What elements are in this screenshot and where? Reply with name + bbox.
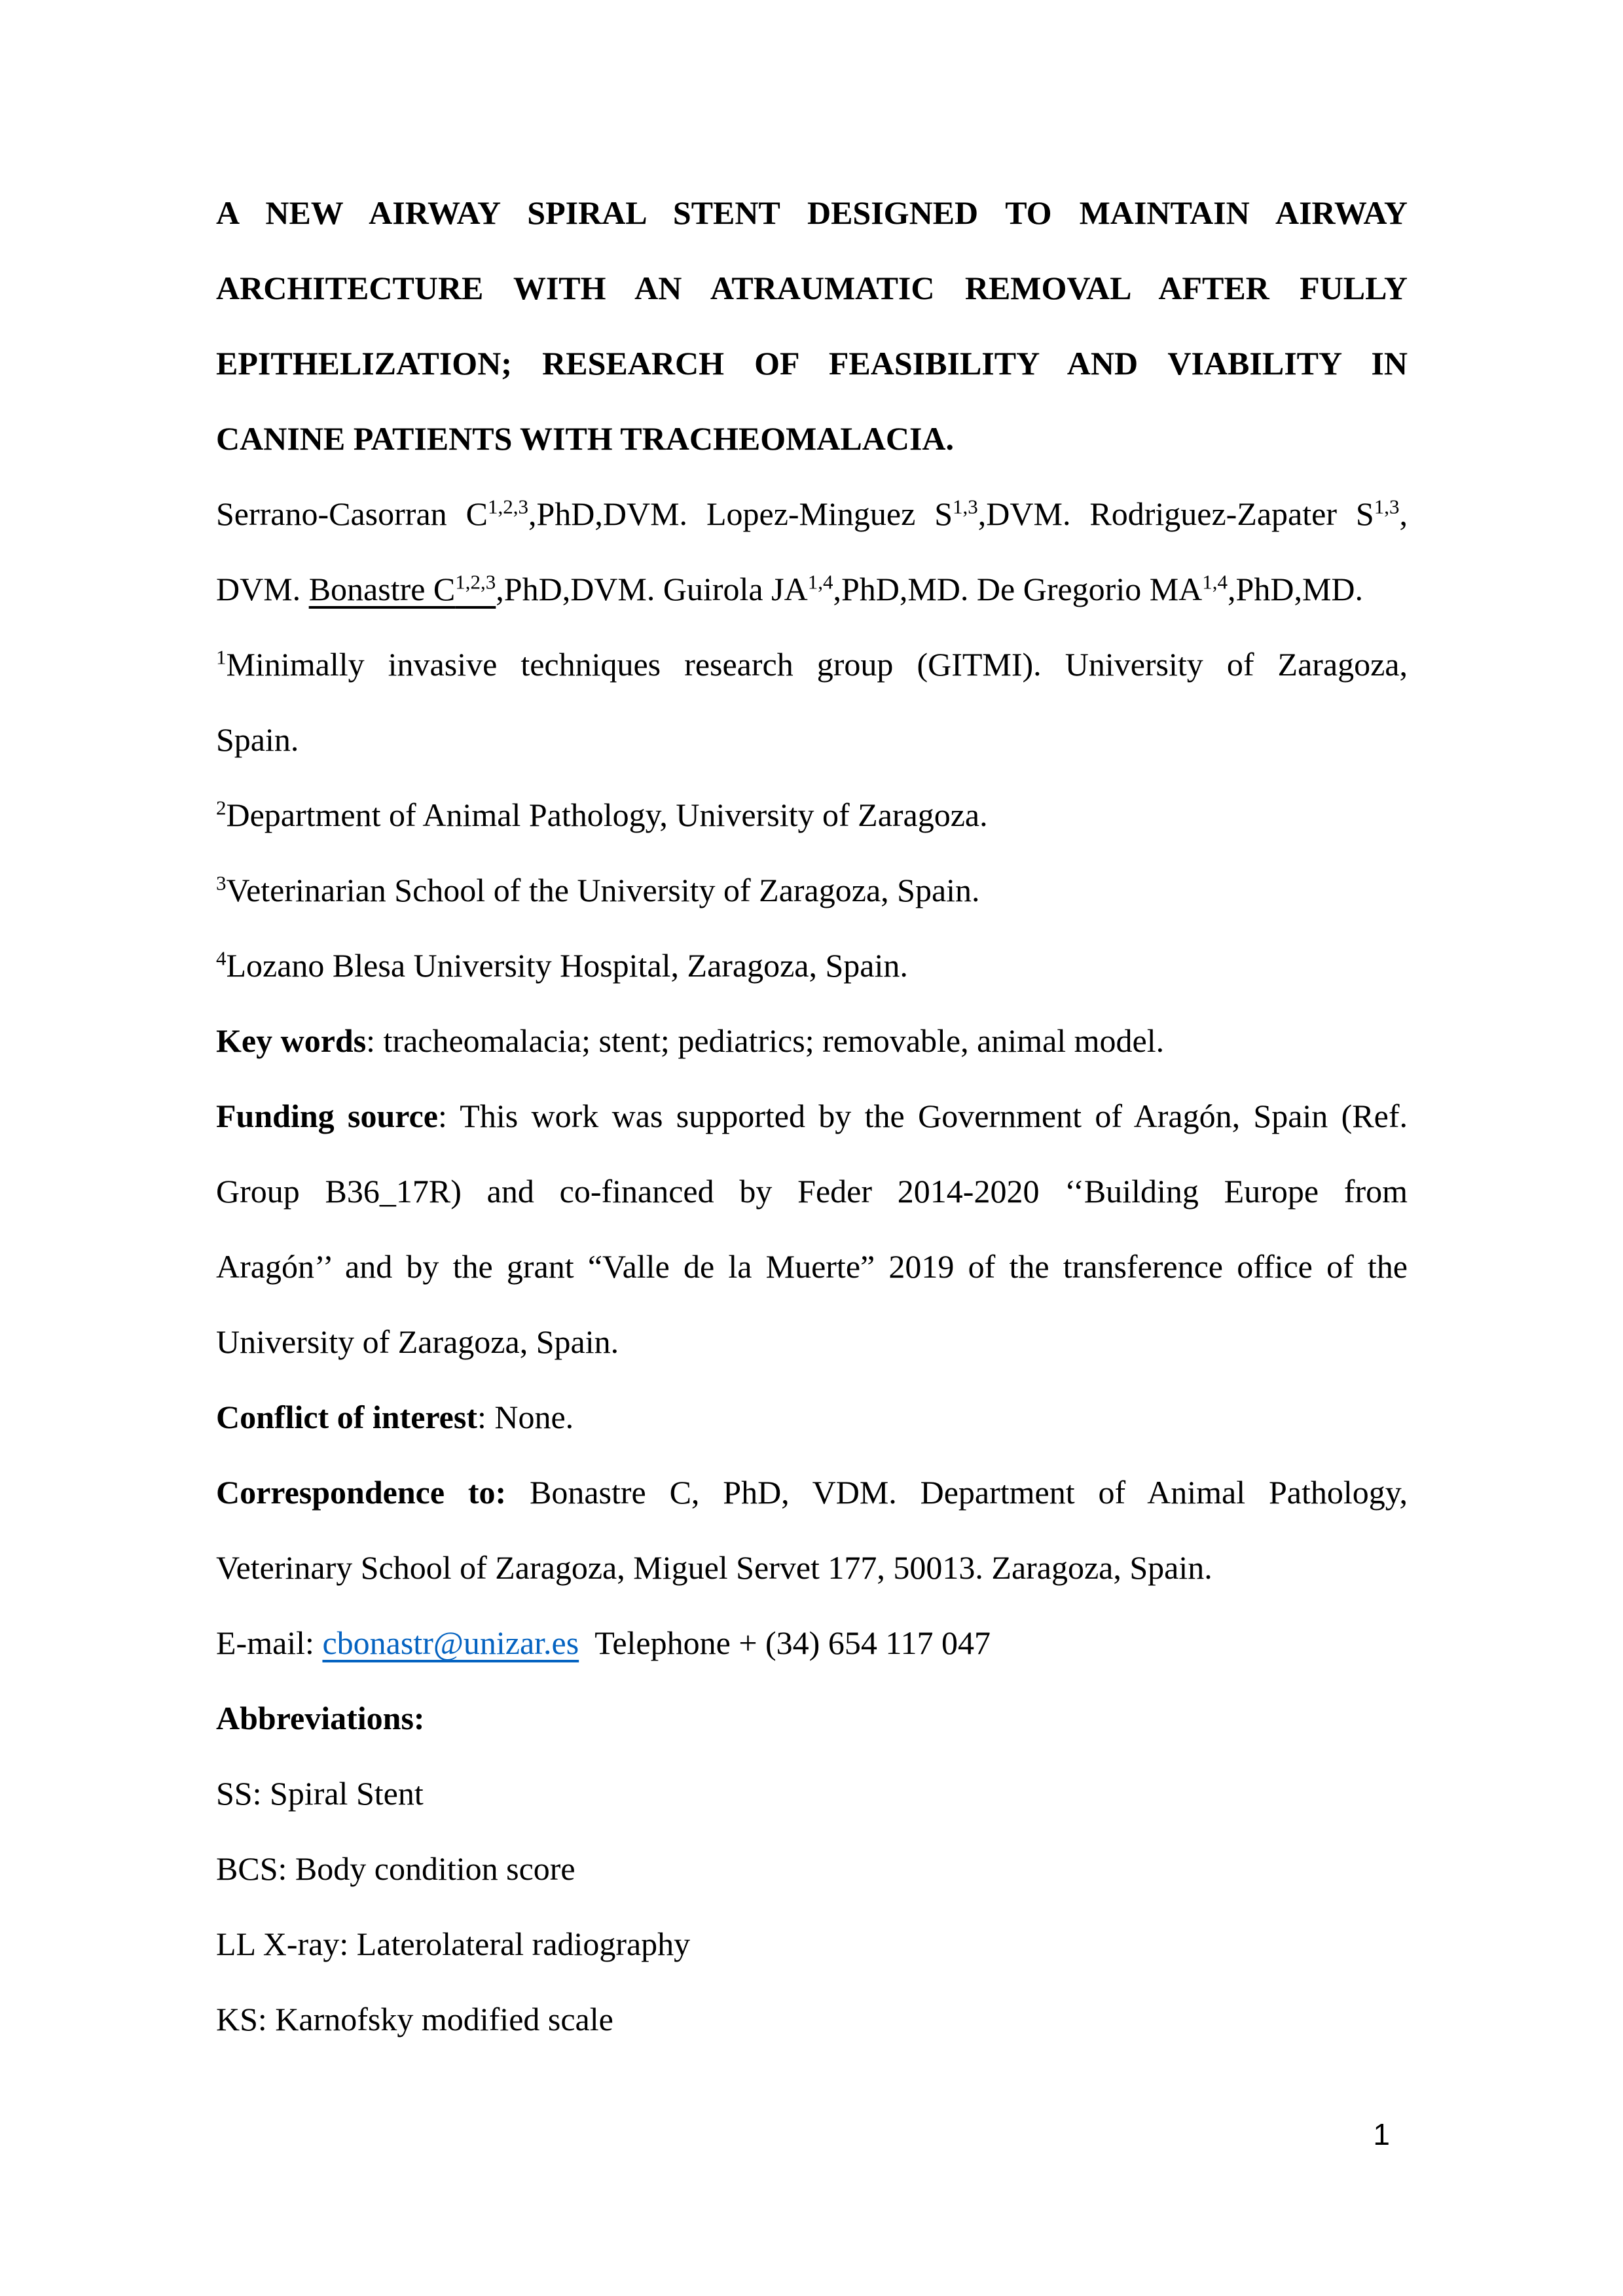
authors-line-1 — [216, 476, 1408, 552]
superscript-marker: 4 — [216, 946, 227, 970]
abbreviation-ks — [216, 1982, 1408, 2057]
funding-line-3 — [216, 1229, 1408, 1304]
text-run: ,PhD,MD. De Gregorio MA — [833, 571, 1203, 607]
correspondence-line-1 — [216, 1455, 1408, 1530]
funding-line-1 — [216, 1079, 1408, 1154]
title-line-3 — [216, 326, 1408, 401]
bold-label: Abbreviations: — [216, 1700, 425, 1736]
keywords-line — [216, 1003, 1408, 1079]
correspondence-line-2 — [216, 1530, 1408, 1605]
superscript-marker: 2 — [216, 796, 227, 819]
text-run: Spain. — [216, 721, 299, 758]
text-run: Aragón’’ and by the grant “Valle de la Muerte” 2019 of the transference office of the — [216, 1248, 1408, 1285]
bold-label: Conflict of interest — [216, 1399, 477, 1435]
text-run: Department of Animal Pathology, University of Zaragoza. — [226, 797, 988, 833]
authors-line-2 — [216, 552, 1408, 627]
text-run: Veterinarian School of the University of Zaragoza, Spain. — [226, 872, 980, 908]
superscript-marker: 1,2,3 — [487, 495, 528, 518]
text-run: KS: Karnofsky modified scale — [216, 2001, 613, 2037]
text-run: , — [1399, 495, 1408, 532]
conflict-line — [216, 1380, 1408, 1455]
superscript-marker: 1,4 — [1202, 570, 1228, 594]
bold-label: Correspondence to: — [216, 1474, 507, 1511]
text-run: Minimally invasive techniques research group (GITMI). University of Zaragoza, — [226, 646, 1408, 683]
affiliation-2 — [216, 778, 1408, 853]
superscript-marker: 1 — [216, 645, 227, 669]
funding-line-2 — [216, 1154, 1408, 1229]
text-run: DVM. — [216, 571, 309, 607]
affiliation-4 — [216, 928, 1408, 1003]
bold-label: EPITHELIZATION; RESEARCH OF FEASIBILITY AND VIABILITY IN — [216, 345, 1408, 382]
text-run: Veterinary School of Zaragoza, Miguel Servet 177, 50013. Zaragoza, Spain. — [216, 1549, 1213, 1586]
text-run: ,PhD,DVM. Guirola JA — [496, 571, 808, 607]
bold-label: Key words — [216, 1022, 367, 1059]
text-run: E-mail: — [216, 1624, 323, 1661]
text-run: ,DVM. Rodriguez-Zapater S — [977, 495, 1374, 532]
text-run: ,PhD,MD. — [1228, 571, 1364, 607]
text-run: LL X-ray: Laterolateral radiography — [216, 1926, 691, 1962]
text-run: Group B36_17R) and co-financed by Feder 2014-2020 ‘‘Building Europe from — [216, 1173, 1408, 1210]
text-run: SS: Spiral Stent — [216, 1775, 424, 1812]
affiliation-1-line-1 — [216, 627, 1408, 702]
abbreviation-bcs — [216, 1831, 1408, 1907]
superscript-marker: 1,3 — [953, 495, 978, 518]
title-line-2 — [216, 251, 1408, 326]
text-run: Bonastre C, PhD, VDM. Department of Animal Pathology, — [506, 1474, 1408, 1511]
document-body — [216, 175, 1408, 2057]
abbreviation-ss — [216, 1756, 1408, 1831]
text-run: University of Zaragoza, Spain. — [216, 1323, 619, 1360]
title-line-4 — [216, 401, 1408, 476]
page-number: 1 — [1373, 2117, 1390, 2151]
text-run: BCS: Body condition score — [216, 1850, 575, 1887]
abbreviation-ll-xray — [216, 1907, 1408, 1982]
text-run: : tracheomalacia; stent; pediatrics; removable, animal model. — [366, 1022, 1165, 1059]
superscript-marker: 3 — [216, 871, 227, 895]
superscript-marker: 1,3 — [1374, 495, 1400, 518]
text-run: Lozano Blesa University Hospital, Zaragoza, Spain. — [226, 947, 908, 984]
title-line-1 — [216, 175, 1408, 251]
abbreviations-heading — [216, 1681, 1408, 1756]
bold-label: A NEW AIRWAY SPIRAL STENT DESIGNED TO MAINTAIN AIRWAY — [216, 194, 1408, 231]
superscript-marker: 1,4 — [807, 570, 833, 594]
superscript-marker: 1,2,3 — [455, 570, 496, 594]
text-run: Bonastre C — [308, 571, 456, 607]
email-link[interactable]: cbonastr@unizar.es — [322, 1624, 579, 1661]
affiliation-1-line-2 — [216, 702, 1408, 778]
affiliation-3 — [216, 853, 1408, 928]
text-run: Serrano-Casorran C — [216, 495, 488, 532]
text-run: ,PhD,DVM. Lopez-Minguez S — [528, 495, 953, 532]
text-run: : None. — [477, 1399, 574, 1435]
underlined-author-name — [309, 571, 496, 607]
bold-label: Funding source — [216, 1098, 438, 1134]
bold-label: ARCHITECTURE WITH AN ATRAUMATIC REMOVAL AFTER FULLY — [216, 270, 1408, 306]
text-run: Telephone + (34) 654 117 047 — [579, 1624, 991, 1661]
bold-label: CANINE PATIENTS WITH TRACHEOMALACIA. — [216, 420, 955, 457]
email-line — [216, 1605, 1408, 1681]
text-run: : This work was supported by the Government of Aragón, Spain (Ref. — [437, 1098, 1408, 1134]
funding-line-4 — [216, 1304, 1408, 1380]
